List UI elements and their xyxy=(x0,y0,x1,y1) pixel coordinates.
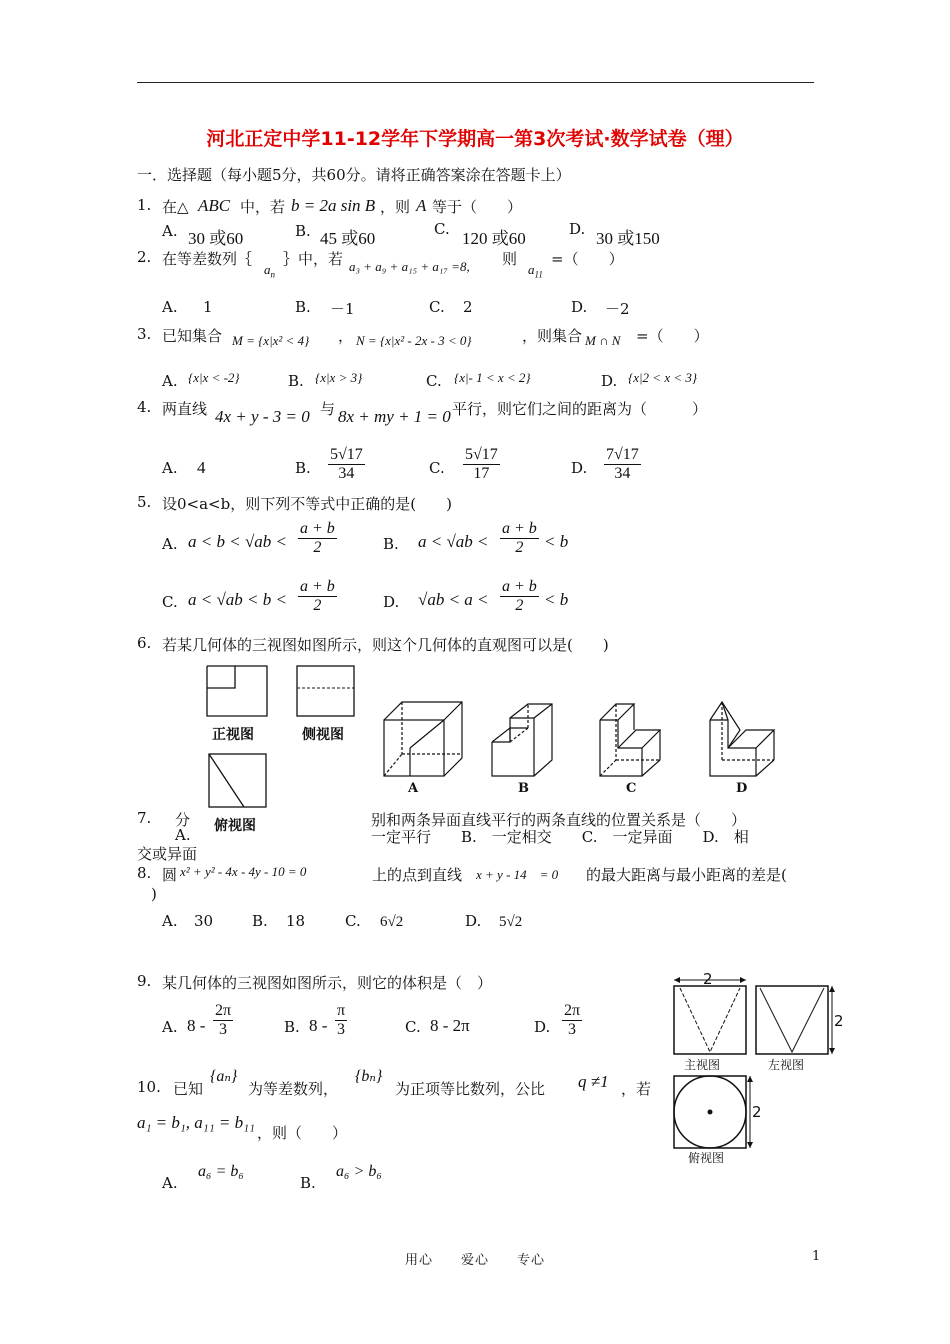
option-value: {x|2 < x < 3} xyxy=(628,370,698,385)
q-text: 为正项等比数列，公比 xyxy=(395,1080,546,1098)
q-math: 4x + y - 3 = 0 xyxy=(215,407,310,426)
option-label: D. xyxy=(569,220,586,238)
option-value: 30 xyxy=(194,912,214,930)
header-rule xyxy=(137,82,814,83)
page-title: 河北正定中学11-12学年下学期高一第3次考试·数学试卷（理） xyxy=(206,128,744,150)
q-text: =（ ） xyxy=(551,250,624,268)
page-footer: 用心 爱心 专心 xyxy=(404,1253,545,1268)
q-math: x + y - 14 = 0 xyxy=(476,867,559,882)
svg-text:2: 2 xyxy=(703,970,713,988)
option-value: a < √ab < b < xyxy=(188,590,287,609)
top-view-label: 俯视图 xyxy=(214,818,256,834)
option-label: C. xyxy=(426,372,442,390)
top-view-label: 俯视图 xyxy=(688,1151,725,1165)
solid-a xyxy=(384,702,462,776)
q-text: 某几何体的三视图如图所示，则它的体积是（ ） xyxy=(162,974,493,992)
q-math: M = {x|x² < 4} xyxy=(232,333,310,348)
option-value: a < √ab < xyxy=(418,532,489,551)
q-math: N = {x|x² - 2x - 3 < 0} xyxy=(356,333,472,348)
three-view-figure xyxy=(200,660,370,840)
option-value: －2 xyxy=(605,300,630,318)
solid-options-figure xyxy=(380,690,780,790)
q-text: ，若 xyxy=(621,1080,652,1098)
option-value: a < b < √ab < xyxy=(188,532,287,551)
q-text: 上的点到直线 xyxy=(372,866,463,884)
q-math: a₁ = b₁, a₁₁ = b₁₁ xyxy=(137,1113,255,1132)
option-label: B. xyxy=(300,1174,316,1192)
option-value: 6√2 xyxy=(380,914,404,930)
q-text: 圆 xyxy=(162,866,178,884)
q-math: b = 2a sin B xyxy=(291,196,376,215)
q-text: 等于（ ） xyxy=(432,198,523,216)
option-label: A. xyxy=(162,298,178,316)
q-text: 则 xyxy=(502,250,518,268)
option-value: a₆ = b₆ xyxy=(198,1163,244,1180)
option-label: C. xyxy=(429,459,445,477)
q-text: 分 xyxy=(175,811,191,829)
option-label: C. xyxy=(162,593,178,611)
option-label: D. xyxy=(601,372,618,390)
q-math: M ∩ N xyxy=(585,333,621,348)
q-text: =（ ） xyxy=(636,327,709,345)
option-value: 30 或150 xyxy=(596,229,660,248)
q-text: ) xyxy=(151,885,157,903)
option-label: B. xyxy=(295,222,311,240)
q-text: 已知集合 xyxy=(162,327,223,345)
q-number: 9. xyxy=(137,972,152,990)
side-view-label: 侧视图 xyxy=(302,727,344,743)
svg-text:2: 2 xyxy=(834,1012,844,1030)
q-math: $a_{11}$ xyxy=(528,262,543,280)
option-value: 30 或60 xyxy=(188,229,244,248)
q-text: 的最大距离与最小距离的差是( xyxy=(586,866,787,884)
q-math: {aₙ} xyxy=(210,1068,238,1085)
q-text: 与 xyxy=(320,400,336,418)
q-text: 若某几何体的三视图如图所示，则这个几何体的直观图可以是( ) xyxy=(162,636,609,654)
solid-d xyxy=(710,702,774,776)
option-fraction: $\frac{a + b}{2}$ xyxy=(502,520,537,557)
front-view-shape xyxy=(207,666,267,716)
q-math: A xyxy=(416,196,427,215)
solid-label-c: C xyxy=(626,781,637,796)
q-text: 两直线 xyxy=(162,400,208,418)
q-number: 4. xyxy=(137,398,152,416)
left-view-label: 左视图 xyxy=(768,1058,805,1072)
option-label: D. xyxy=(383,593,400,611)
option-value: 45 或60 xyxy=(320,229,376,248)
q-math: 8x + my + 1 = 0 xyxy=(338,407,451,426)
option-label: C. xyxy=(345,912,361,930)
option-label: D. xyxy=(534,1018,551,1036)
q-text: 已知 xyxy=(173,1080,204,1098)
option-label: B. xyxy=(288,372,304,390)
q-text: 在等差数列｛ xyxy=(162,250,253,268)
q-math: a₃ + a₉ + a₁₅ + a₁₇ =8, xyxy=(349,259,470,274)
option-value: 8 - xyxy=(309,1016,328,1035)
option-value: √ab < a < xyxy=(418,590,489,609)
q-math: $a_n$ xyxy=(264,262,275,280)
option-label: A. xyxy=(162,222,178,240)
option-label: B. xyxy=(252,912,268,930)
option-value: 18 xyxy=(286,912,306,930)
main-view-label: 主视图 xyxy=(684,1058,721,1072)
option-value: 2 xyxy=(463,298,473,316)
option-fraction: $\frac{5√17}{17}$ xyxy=(465,446,498,483)
option-label: A. xyxy=(162,1018,178,1036)
option-fraction: $\frac{7√17}{34}$ xyxy=(606,446,639,483)
option-label: C. xyxy=(429,298,445,316)
option-label: D. xyxy=(571,459,588,477)
q-text: ，则（ ） xyxy=(257,1124,348,1142)
solid-label-b: B xyxy=(518,781,529,796)
option-value: < b xyxy=(544,532,569,551)
q-text: 别和两条异面直线平行的两条直线的位置关系是（ ） xyxy=(371,811,747,829)
option-fraction: $\frac{2\pi}{3}$ xyxy=(215,1002,232,1039)
q-text: ｝中，若 xyxy=(283,250,344,268)
option-label: A. xyxy=(175,826,191,844)
option-label: C. xyxy=(434,220,450,238)
q-text: 在△ xyxy=(162,198,189,216)
option-value: 4 xyxy=(197,458,206,477)
q-number: 8. xyxy=(137,864,152,882)
page-number: 1 xyxy=(812,1249,821,1264)
q-text: 交或异面 xyxy=(137,845,198,863)
q-text: ，则 xyxy=(380,198,411,216)
q-text: 中，若 xyxy=(240,198,286,216)
option-fraction: $\frac{a + b}{2}$ xyxy=(300,520,335,557)
solid-b xyxy=(492,704,552,776)
q-text: 设0<a<b，则下列不等式中正确的是( ) xyxy=(162,495,452,513)
q-math: ABC xyxy=(198,196,231,215)
svg-text:2: 2 xyxy=(752,1103,762,1121)
q-number: 10. xyxy=(137,1078,161,1096)
q-number: 6. xyxy=(137,634,152,652)
q-number: 5. xyxy=(137,493,152,511)
option-label: A. xyxy=(162,535,178,553)
option-label: A. xyxy=(162,459,178,477)
side-view-shape xyxy=(297,666,354,716)
option-value: 8 - xyxy=(187,1016,206,1035)
option-value: 5√2 xyxy=(499,914,523,930)
option-value: 8 - 2π xyxy=(430,1016,470,1035)
solid-c xyxy=(600,704,660,776)
q-number: 3. xyxy=(137,325,152,343)
option-label: B. xyxy=(383,535,399,553)
option-label: D. xyxy=(571,298,588,316)
option-label: C. xyxy=(405,1018,421,1036)
q-number: 1. xyxy=(137,196,152,214)
q-text: 平行，则它们之间的距离为（ ） xyxy=(452,400,708,418)
option-value: {x|x > 3} xyxy=(315,370,363,385)
q-math: x² + y² - 4x - 4y - 10 = 0 xyxy=(180,864,307,879)
option-value: 1 xyxy=(203,298,213,316)
option-fraction: $\frac{5√17}{34}$ xyxy=(330,446,363,483)
option-fraction: $\frac{\pi}{3}$ xyxy=(337,1002,346,1039)
option-label: A. xyxy=(162,1174,178,1192)
q-text: ，则集合 xyxy=(522,327,583,345)
front-view-label: 正视图 xyxy=(212,727,254,743)
option-value: {x|x < -2} xyxy=(188,370,240,385)
top-view-shape xyxy=(209,754,266,807)
option-label: A. xyxy=(162,372,178,390)
solid-label-d: D xyxy=(736,781,748,796)
option-fraction: $\frac{2\pi}{3}$ xyxy=(564,1002,581,1039)
option-label: B. xyxy=(284,1018,300,1036)
q-math: {bₙ} xyxy=(355,1068,383,1085)
option-value: < b xyxy=(544,590,569,609)
q-options: 一定平行 B. 一定相交 C. 一定异面 D. 相 xyxy=(371,828,749,846)
solid-label-a: A xyxy=(408,781,419,796)
option-value: 120 或60 xyxy=(462,229,526,248)
option-value: {x|- 1 < x < 2} xyxy=(454,370,531,385)
option-fraction: $\frac{a + b}{2}$ xyxy=(502,578,537,615)
q-text: ， xyxy=(338,327,354,345)
q-text: 为等差数列， xyxy=(248,1080,339,1098)
option-value: －1 xyxy=(330,300,355,318)
q-number: 7. xyxy=(137,809,152,827)
q-math: q ≠1 xyxy=(578,1072,609,1091)
option-label: A. xyxy=(162,912,178,930)
q-number: 2. xyxy=(137,248,152,266)
section-heading: 一．选择题（每小题5分，共60分。请将正确答案涂在答题卡上） xyxy=(137,166,571,184)
option-label: B. xyxy=(295,459,311,477)
option-label: B. xyxy=(295,298,311,316)
option-value: a₆ > b₆ xyxy=(336,1163,382,1180)
option-fraction: $\frac{a + b}{2}$ xyxy=(300,578,335,615)
option-label: D. xyxy=(465,912,482,930)
